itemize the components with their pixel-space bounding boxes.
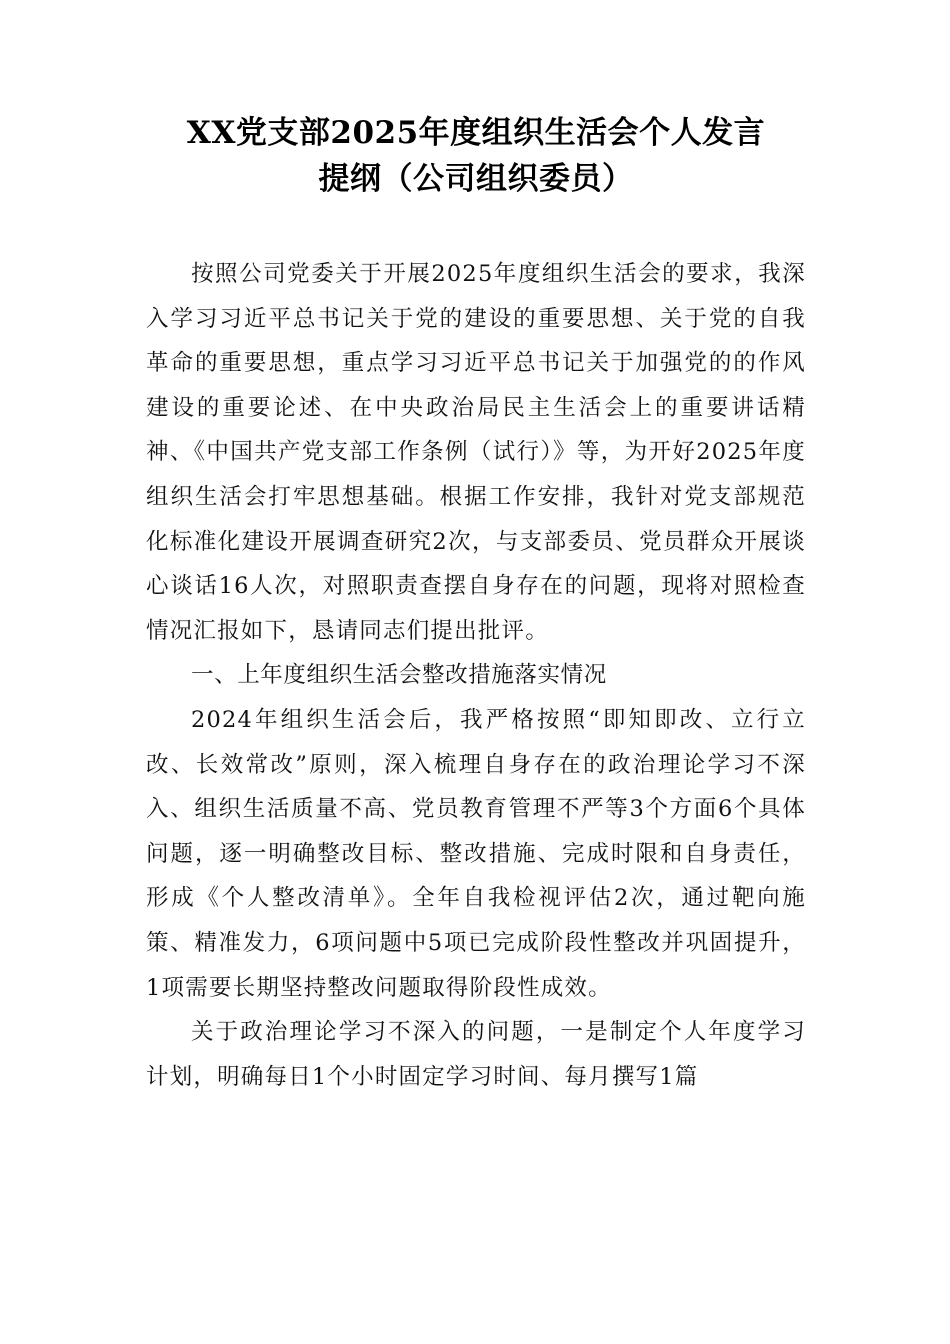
title-line-1: XX党支部2025年度组织生活会个人发言 (186, 115, 766, 151)
section-heading-1: 一、上年度组织生活会整改措施落实情况 (191, 662, 607, 689)
theory-study-paragraph: 关于政治理论学习不深入的问题，一是制定个人年度学习计划，明确每日1个小时固定学习时间、每月撰写1篇 (146, 1019, 806, 1090)
intro-paragraph: 按照公司党委关于开展2025年度组织生活会的要求，我深入学习习近平总书记关于党的建设的重要思想、关于党的自我革命的重要思想，重点学习习近平总书记关于加强党的的作风建设的重要论述、在中央政治局民主生活会上的重要讲话精神、《中国共产党支部工作条例（试行）》等，为开好2025年度组织生活会打牢思想基础。根据工作安排，我针对党支部规范化标准化建设开展调查研究2次，与支部委员、党员群众开展谈心谈话16人次，对照职责查摆自身存在的问题，现将对照检查情况汇报如下，恳请同志们提出批评。 (146, 261, 806, 644)
rectification-paragraph: 2024年组织生活会后，我严格按照“即知即改、立行立改、长效常改”原则，深入梳理自身存在的政治理论学习不深入、组织生活质量不高、党员教育管理不严等3个方面6个具体问题，逐一明确整改目标、整改措施、完成时限和自身责任，形成《个人整改清单》。全年自我检视评估2次，通过靶向施策、精准发力，6项问题中5项已完成阶段性整改并巩固提升，1项需要长期坚持整改问题取得阶段性成效。 (146, 706, 806, 1001)
title-line-2: 提纲（公司组织委员） (318, 161, 634, 197)
document-title (146, 110, 806, 202)
document-body (146, 252, 806, 1099)
document-page (146, 110, 806, 1099)
